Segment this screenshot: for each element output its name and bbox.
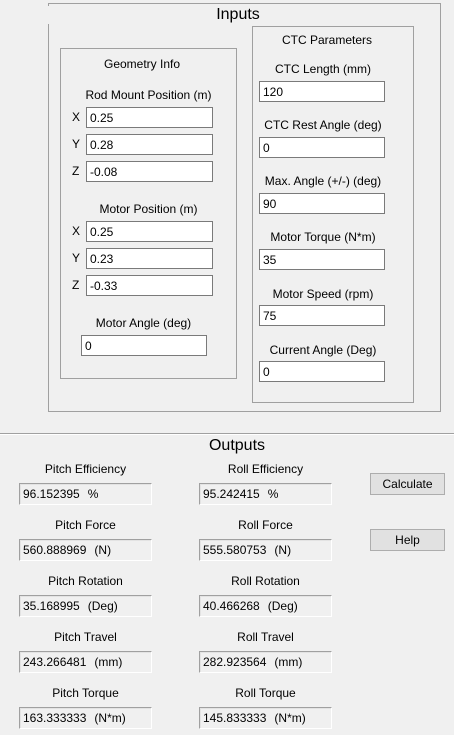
max-angle-input[interactable] xyxy=(259,193,385,214)
ctc-rest-angle-label: CTC Rest Angle (deg) xyxy=(264,118,382,132)
pitch-torque-label: Pitch Torque xyxy=(52,686,119,700)
pitch-rotation-value: 35.168995 xyxy=(23,599,80,613)
rod-mount-x-label: X xyxy=(72,110,81,124)
help-button[interactable]: Help xyxy=(370,529,445,551)
ctc-length-input[interactable] xyxy=(259,81,385,102)
rod-mount-x-input[interactable] xyxy=(86,107,213,128)
motor-position-x-input[interactable] xyxy=(86,221,213,242)
rod-mount-z-input[interactable] xyxy=(86,161,213,182)
roll-efficiency-label: Roll Efficiency xyxy=(227,462,304,476)
pitch-travel-value: 243.266481 xyxy=(23,655,87,669)
pitch-travel-unit: (mm) xyxy=(94,655,123,669)
roll-travel-output xyxy=(199,651,332,673)
motor-position-z-input[interactable] xyxy=(86,275,213,296)
motor-position-y-input[interactable] xyxy=(86,248,213,269)
roll-torque-label: Roll Torque xyxy=(235,686,296,700)
motor-position-y-label: Y xyxy=(72,251,81,265)
rod-mount-y-label: Y xyxy=(72,137,81,151)
ctc-rest-angle-input[interactable] xyxy=(259,137,385,158)
pitch-rotation-unit: (Deg) xyxy=(87,599,118,613)
roll-torque-unit: (N*m) xyxy=(274,711,306,725)
motor-position-x-label: X xyxy=(72,224,81,238)
rod-mount-z-label: Z xyxy=(72,164,80,178)
motor-position-z-label: Z xyxy=(72,278,80,292)
pitch-travel-label: Pitch Travel xyxy=(54,630,117,644)
roll-efficiency-value: 95.242415 xyxy=(203,487,260,501)
rod-mount-y-input[interactable] xyxy=(86,134,213,155)
rod-mount-label: Rod Mount Position (m) xyxy=(85,88,212,102)
inputs-title: Inputs xyxy=(48,6,428,24)
motor-speed-input[interactable] xyxy=(259,305,385,326)
pitch-force-output xyxy=(19,539,152,561)
ctc-length-label: CTC Length (mm) xyxy=(274,62,372,76)
roll-torque-value: 145.833333 xyxy=(203,711,267,725)
pitch-force-value: 560.888969 xyxy=(23,543,87,557)
geometry-title: Geometry Info xyxy=(103,57,181,71)
ctc-parameters-title: CTC Parameters xyxy=(281,33,373,47)
roll-efficiency-unit: % xyxy=(267,487,279,501)
section-divider xyxy=(0,433,454,435)
pitch-torque-value: 163.333333 xyxy=(23,711,87,725)
roll-rotation-unit: (Deg) xyxy=(267,599,298,613)
pitch-rotation-output xyxy=(19,595,152,617)
pitch-force-label: Pitch Force xyxy=(55,518,116,532)
roll-efficiency-output xyxy=(199,483,332,505)
roll-rotation-value: 40.466268 xyxy=(203,599,260,613)
pitch-efficiency-value: 96.152395 xyxy=(23,487,80,501)
motor-angle-input[interactable] xyxy=(81,335,207,356)
outputs-title: Outputs xyxy=(208,437,266,454)
motor-speed-label: Motor Speed (rpm) xyxy=(272,287,374,301)
pitch-efficiency-unit: % xyxy=(87,487,99,501)
current-angle-input[interactable] xyxy=(259,361,385,382)
roll-force-unit: (N) xyxy=(274,543,292,557)
roll-force-label: Roll Force xyxy=(238,518,293,532)
pitch-torque-unit: (N*m) xyxy=(94,711,126,725)
roll-travel-unit: (mm) xyxy=(274,655,303,669)
roll-force-value: 555.580753 xyxy=(203,543,267,557)
pitch-travel-output xyxy=(19,651,152,673)
pitch-efficiency-output xyxy=(19,483,152,505)
roll-force-output xyxy=(199,539,332,561)
calculate-button[interactable]: Calculate xyxy=(370,473,445,495)
pitch-efficiency-label: Pitch Efficiency xyxy=(44,462,127,476)
motor-torque-label: Motor Torque (N*m) xyxy=(270,230,376,244)
motor-angle-label: Motor Angle (deg) xyxy=(95,316,192,330)
roll-travel-value: 282.923564 xyxy=(203,655,267,669)
roll-travel-label: Roll Travel xyxy=(237,630,294,644)
roll-torque-output xyxy=(199,707,332,729)
pitch-torque-output xyxy=(19,707,152,729)
roll-rotation-label: Roll Rotation xyxy=(231,574,300,588)
motor-position-label: Motor Position (m) xyxy=(99,202,198,216)
pitch-rotation-label: Pitch Rotation xyxy=(48,574,123,588)
pitch-force-unit: (N) xyxy=(94,543,112,557)
max-angle-label: Max. Angle (+/-) (deg) xyxy=(264,174,382,188)
current-angle-label: Current Angle (Deg) xyxy=(269,343,377,357)
motor-torque-input[interactable] xyxy=(259,249,385,270)
roll-rotation-output xyxy=(199,595,332,617)
